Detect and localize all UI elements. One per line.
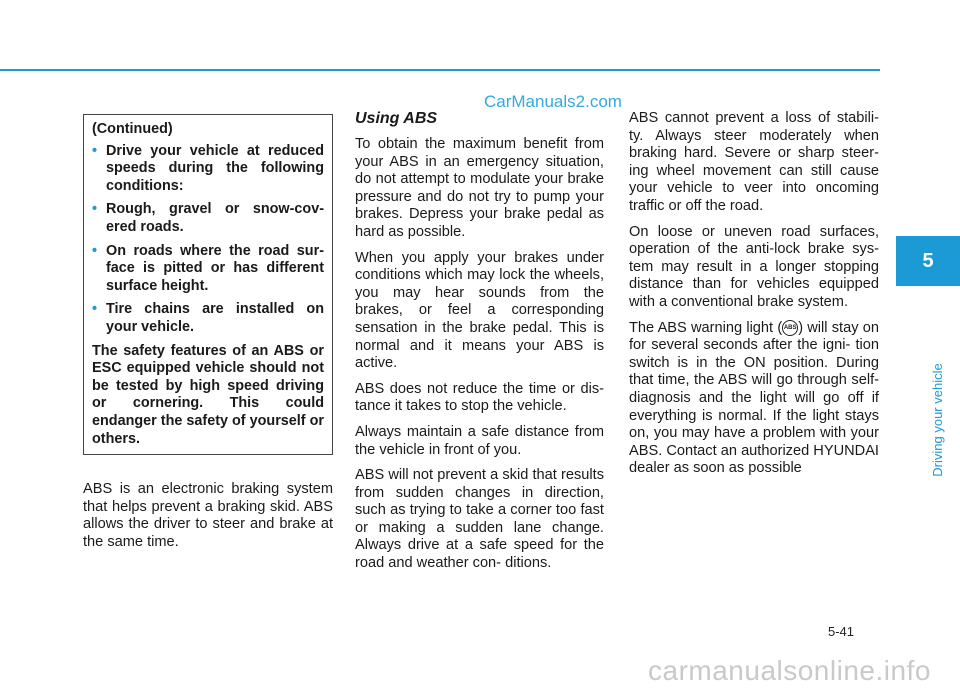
warning-continued: (Continued) [92, 121, 173, 137]
warning-bullet: • Tire chains are installed on your vehicle. [92, 301, 324, 335]
paragraph: To obtain the maximum benefit from your ABS in an emergency situation, do not attempt to modulate your brake pressure and do not try to pump your brakes. Depress your brake pedal as hard as possible. [355, 136, 604, 240]
chapter-number: 5 [922, 249, 934, 272]
chapter-tab [896, 236, 960, 286]
bullet-icon: • [92, 142, 98, 159]
warning-box [83, 114, 333, 455]
section-heading: Using ABS [355, 110, 438, 127]
bullet-icon: • [92, 301, 98, 318]
column-left [83, 114, 333, 559]
header-rule [0, 69, 880, 71]
abs-intro-paragraph: ABS is an electronic braking system that helps prevent a braking skid. ABS allows the driver to steer and brake at the same time. [83, 481, 333, 550]
warning-bullet: • Drive your vehicle at reduced speeds during the following conditions: [92, 142, 324, 194]
page-number: 5-41 [828, 624, 855, 639]
warning-bullet: • On roads where the road sur- face is pitted or has different surface height. [92, 242, 324, 294]
paragraph: ABS cannot prevent a loss of stabili- ty. Always steer moderately when braking hard. Severe or sharp steer- ing wheel movement can still cause your vehicle to veer into oncoming traffic or off the road. [629, 110, 879, 214]
bullet-icon: • [92, 201, 98, 218]
paragraph: On loose or uneven road surfaces, operation of the anti-lock brake sys- tem may result in a longer stopping distance than for vehicles equipped with a conventional brake system. [629, 223, 879, 310]
bottom-watermark: carmanualsonline.info [648, 655, 931, 686]
paragraph: ABS does not reduce the time or dis- tance it takes to stop the vehicle. [355, 380, 604, 415]
warning-list [92, 143, 324, 337]
bullet-icon: • [92, 242, 98, 259]
abs-warning-light-icon: ABS [782, 320, 798, 336]
top-watermark: CarManuals2.com [484, 92, 622, 111]
column-middle [355, 110, 604, 581]
warning-tail: The safety features of an ABS or ESC equipped vehicle should not be tested by high speed driving or cornering. This could endanger the safety of yourself or others. [92, 342, 324, 447]
warning-light-paragraph: The ABS warning light ( ABS ) will stay on for several seconds after the igni- tion switch is in the ON position. During that time, the ABS will go through self-diagnosis and the light will go off if everything is normal. If the light stays on, you may have a problem with your ABS. Contact an authorized HYUNDAI dealer as soon as possible [629, 319, 879, 477]
paragraph: When you apply your brakes under conditions which may lock the wheels, you may hear sounds from the brakes, or feel a corresponding sensation in the brake pedal. This is normal and it means your ABS is active. [355, 249, 604, 372]
paragraph: Always maintain a safe distance from the vehicle in front of you. [355, 423, 604, 458]
column-right [629, 110, 879, 486]
warning-bullet: • Rough, gravel or snow-cov- ered roads. [92, 201, 324, 235]
paragraph: ABS will not prevent a skid that results from sudden changes in direction, such as trying to take a corner too fast or making a sudden lane change. Always drive at a safe speed for the road and weather con- ditions. [355, 467, 604, 572]
